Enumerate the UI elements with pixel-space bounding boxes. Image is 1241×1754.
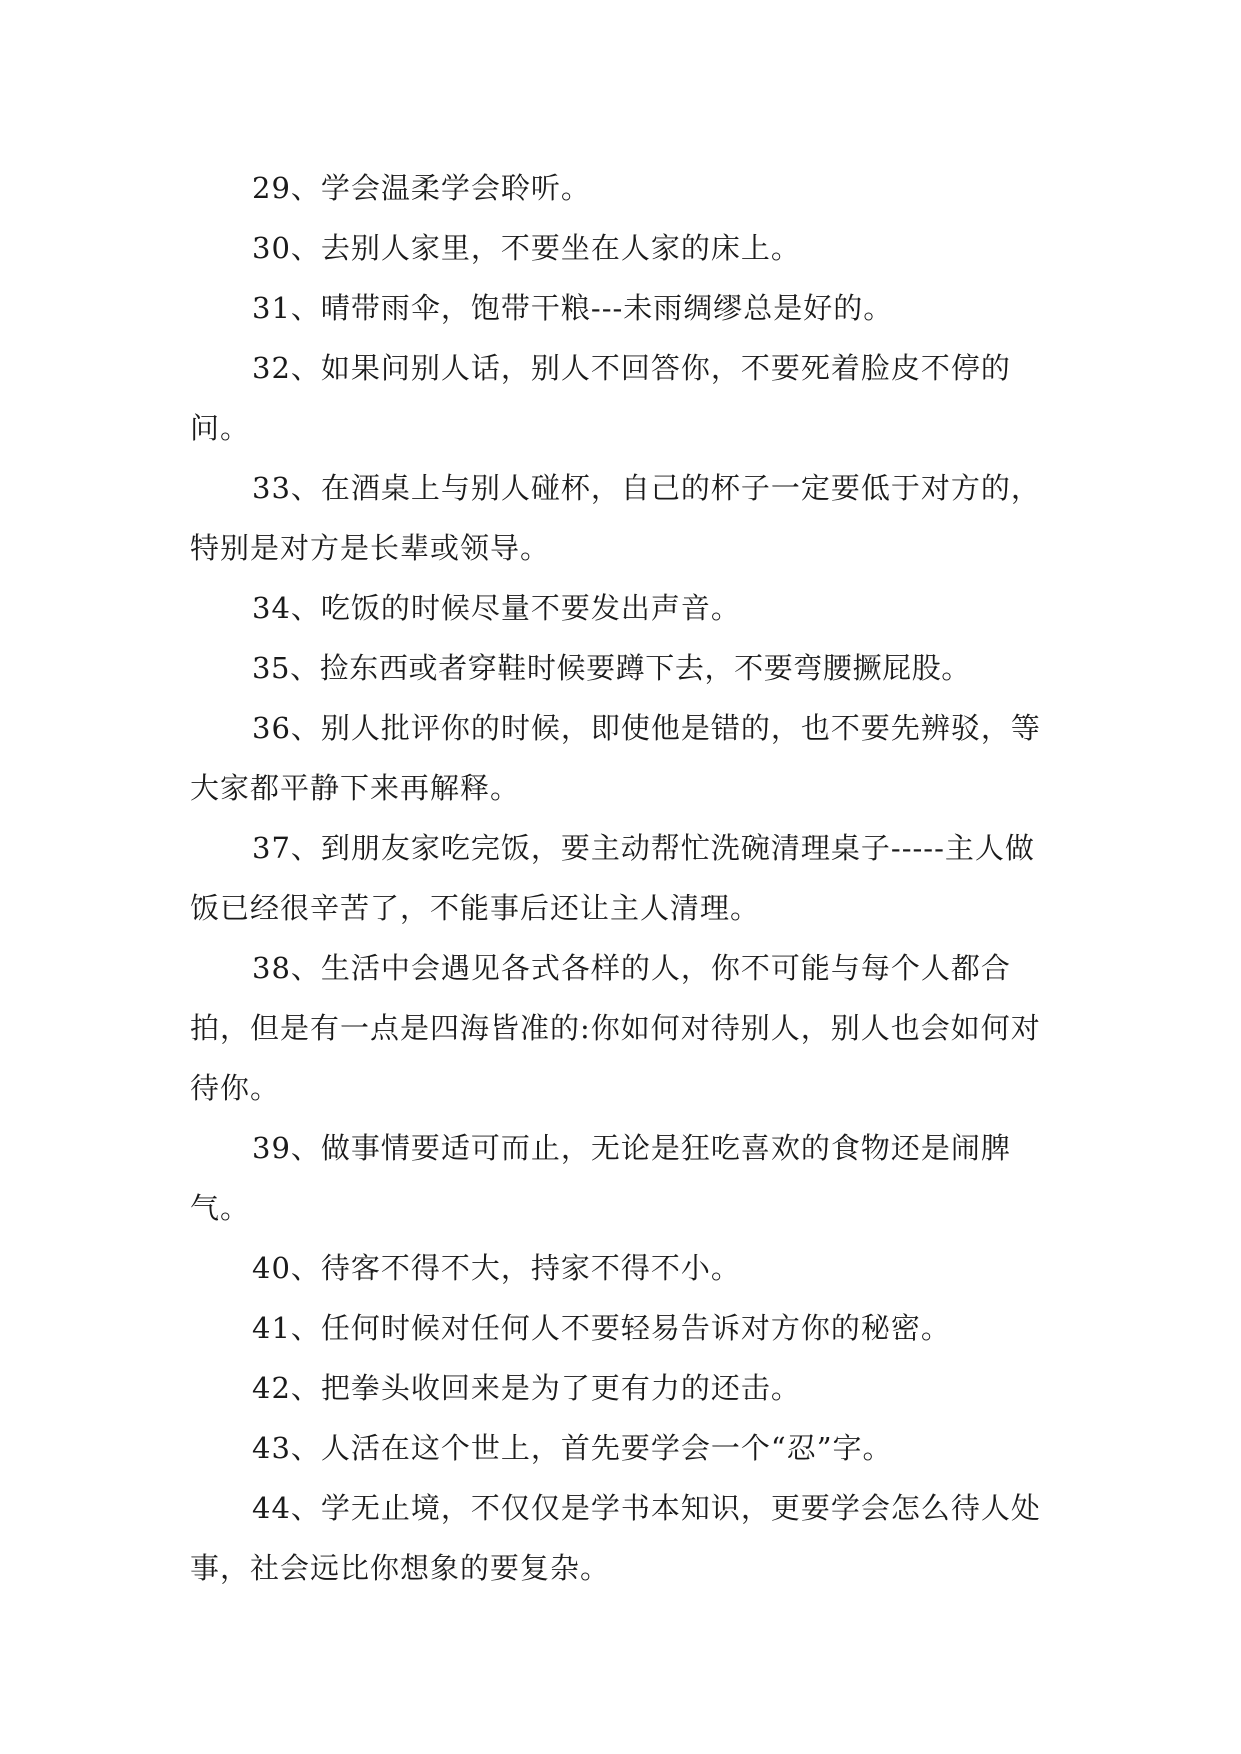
list-item-43: 43、人活在这个世上，首先要学会一个“忍”字。 [252, 1431, 893, 1465]
list-item-44: 44、学无止境，不仅仅是学书本知识，更要学会怎么待人处事，社会远比你想象的要复杂。 [190, 1491, 1041, 1585]
list-item-34: 34、吃饭的时候尽量不要发出声音。 [252, 591, 741, 625]
list-item-31: 31、晴带雨伞，饱带干粮---未雨绸缪总是好的。 [252, 291, 894, 325]
list-item-33: 33、在酒桌上与别人碰杯，自己的杯子一定要低于对方的，特别是对方是长辈或领导。 [190, 471, 1041, 565]
list-item-42: 42、把拳头收回来是为了更有力的还击。 [252, 1371, 801, 1405]
list-item-40: 40、待客不得不大，持家不得不小。 [252, 1251, 741, 1285]
list-item-39: 39、做事情要适可而止，无论是狂吃喜欢的食物还是闹脾气。 [190, 1131, 1011, 1225]
document-body [190, 158, 1050, 1598]
list-item-37: 37、到朋友家吃完饭，要主动帮忙洗碗清理桌子-----主人做饭已经很辛苦了，不能事后还让主人清理。 [190, 831, 1035, 925]
list-item-29: 29、学会温柔学会聆听。 [252, 171, 591, 205]
list-item-32: 32、如果问别人话，别人不回答你，不要死着脸皮不停的问。 [190, 351, 1011, 445]
list-item-38: 38、生活中会遇见各式各样的人，你不可能与每个人都合拍，但是有一点是四海皆准的:你如何对待别人，别人也会如何对待你。 [190, 951, 1041, 1105]
list-item-36: 36、别人批评你的时候，即使他是错的，也不要先辨驳，等大家都平静下来再解释。 [190, 711, 1041, 805]
list-item-35: 35、捡东西或者穿鞋时候要蹲下去，不要弯腰撅屁股。 [252, 651, 971, 685]
list-item-30: 30、去别人家里，不要坐在人家的床上。 [252, 231, 801, 265]
list-item-41: 41、任何时候对任何人不要轻易告诉对方你的秘密。 [252, 1311, 951, 1345]
